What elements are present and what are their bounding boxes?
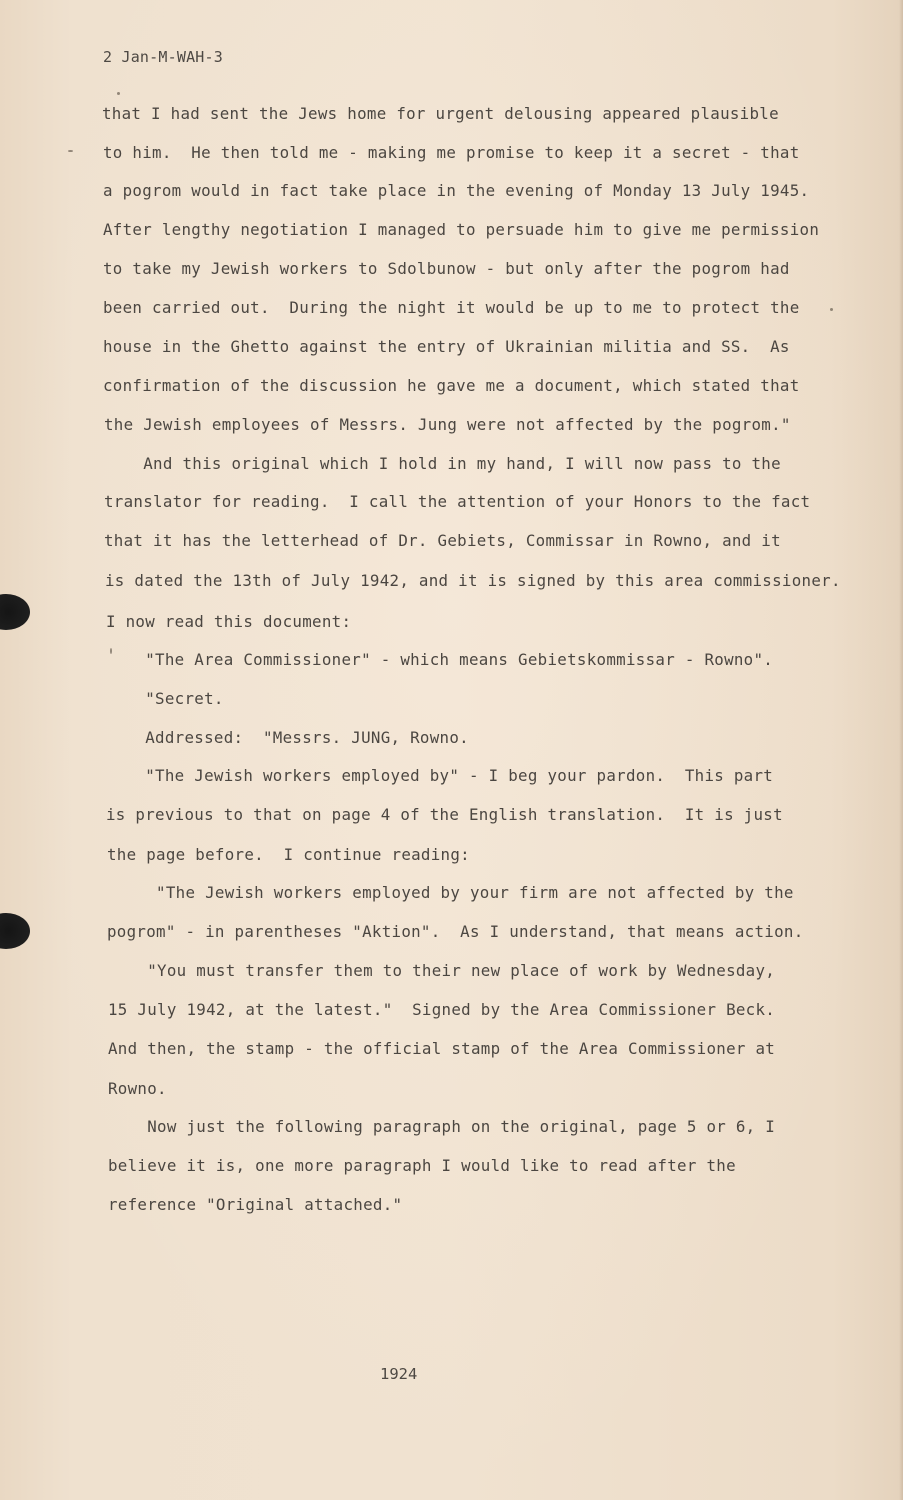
text-line-13: is dated the 13th of July 1942, and it is signed by this area commissioner.: [105, 571, 841, 590]
text-line-21: "The Jewish workers employed by your firm are not affected by the: [107, 883, 794, 902]
page-number: 1924: [380, 1365, 418, 1383]
punch-hole-bottom: [0, 913, 30, 949]
text-line-18: "The Jewish workers employed by" - I beg your pardon. This part: [106, 766, 774, 785]
text-line-27: Now just the following paragraph on the original, page 5 or 6, I: [108, 1117, 776, 1136]
text-line-26: Rowno.: [108, 1079, 167, 1098]
text-line-10: And this original which I hold in my hand, I will now pass to the: [104, 454, 781, 473]
ink-speck: [117, 92, 120, 95]
text-line-29: reference "Original attached.": [108, 1195, 403, 1214]
ink-speck: [68, 150, 73, 152]
text-line-19: is previous to that on page 4 of the English translation. It is just: [106, 805, 783, 824]
text-line-3: a pogrom would in fact take place in the evening of Monday 13 July 1945.: [103, 181, 810, 200]
text-line-7: house in the Ghetto against the entry of Ukrainian militia and SS. As: [103, 337, 790, 356]
text-line-2: to him. He then told me - making me promise to keep it a secret - that: [103, 143, 800, 162]
punch-hole-top: [0, 594, 30, 630]
text-line-23: "You must transfer them to their new place of work by Wednesday,: [108, 961, 776, 980]
text-line-1: that I had sent the Jews home for urgent delousing appeared plausible: [102, 104, 779, 123]
text-line-11: translator for reading. I call the attention of your Honors to the fact: [104, 492, 811, 511]
text-line-12: that it has the letterhead of Dr. Gebiets, Commissar in Rowno, and it: [104, 531, 781, 550]
document-reference: 2 Jan-M-WAH-3: [103, 48, 223, 66]
ink-speck: [830, 308, 833, 311]
text-line-16: "Secret.: [106, 689, 224, 708]
text-line-22: pogrom" - in parentheses "Aktion". As I understand, that means action.: [107, 922, 804, 941]
page-edge-shadow: [899, 0, 903, 1500]
text-line-25: And then, the stamp - the official stamp of the Area Commissioner at: [108, 1039, 776, 1058]
text-line-15: "The Area Commissioner" - which means Gebietskommissar - Rowno".: [106, 650, 774, 669]
text-line-20: the page before. I continue reading:: [107, 845, 470, 864]
text-line-5: to take my Jewish workers to Sdolbunow - but only after the pogrom had: [103, 259, 790, 278]
text-line-9: the Jewish employees of Messrs. Jung were not affected by the pogrom.": [104, 415, 791, 434]
text-line-17: Addressed: "Messrs. JUNG, Rowno.: [106, 728, 469, 747]
text-line-4: After lengthy negotiation I managed to persuade him to give me permission: [103, 220, 820, 239]
text-line-28: believe it is, one more paragraph I would like to read after the: [108, 1156, 736, 1175]
text-line-8: confirmation of the discussion he gave me a document, which stated that: [103, 376, 800, 395]
text-line-6: been carried out. During the night it would be up to me to protect the: [103, 298, 800, 317]
text-line-24: 15 July 1942, at the latest." Signed by the Area Commissioner Beck.: [108, 1000, 776, 1019]
text-line-14: I now read this document:: [106, 612, 352, 631]
